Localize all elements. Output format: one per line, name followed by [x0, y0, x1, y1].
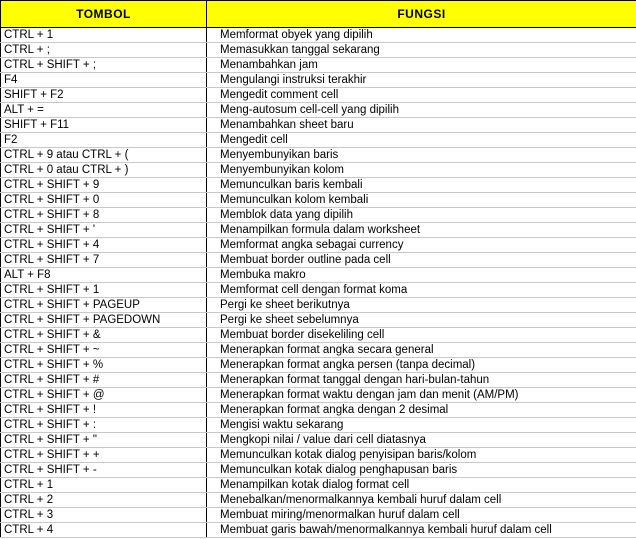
shortcut-key-cell: CTRL + 1	[1, 28, 207, 43]
shortcut-function-cell: Membuat miring/menormalkan huruf dalam cell	[207, 508, 636, 523]
shortcut-key-cell: CTRL + 2	[1, 493, 207, 508]
shortcut-function-cell: Mengulangi instruksi terakhir	[207, 73, 636, 88]
table-row	[1, 253, 636, 268]
shortcut-key-cell: F2	[1, 133, 207, 148]
shortcut-key-cell: CTRL + SHIFT + "	[1, 433, 207, 448]
shortcut-function-cell: Menyembunyikan kolom	[207, 163, 636, 178]
table-row	[1, 58, 636, 73]
shortcut-function-cell: Mengedit cell	[207, 133, 636, 148]
shortcut-function-cell: Menyembunyikan baris	[207, 148, 636, 163]
shortcut-key-cell: CTRL + SHIFT + '	[1, 223, 207, 238]
table-row	[1, 118, 636, 133]
shortcut-function-cell: Memblok data yang dipilih	[207, 208, 636, 223]
shortcut-function-cell: Memformat obyek yang dipilih	[207, 28, 636, 43]
shortcut-key-cell: ALT + =	[1, 103, 207, 118]
table-row	[1, 148, 636, 163]
shortcut-function-cell: Mengkopi nilai / value dari cell diatasnya	[207, 433, 636, 448]
shortcut-key-cell: CTRL + SHIFT + 8	[1, 208, 207, 223]
shortcut-key-cell: CTRL + 0 atau CTRL + )	[1, 163, 207, 178]
shortcut-key-cell: CTRL + SHIFT + &	[1, 328, 207, 343]
shortcut-key-cell: CTRL + SHIFT + @	[1, 388, 207, 403]
shortcut-function-cell: Memunculkan kotak dialog penyisipan baris/kolom	[207, 448, 636, 463]
shortcut-function-cell: Pergi ke sheet sebelumnya	[207, 313, 636, 328]
table-row	[1, 523, 636, 538]
shortcut-key-cell: CTRL + SHIFT + PAGEUP	[1, 298, 207, 313]
shortcut-key-cell: CTRL + 9 atau CTRL + (	[1, 148, 207, 163]
shortcut-function-cell: Menerapkan format waktu dengan jam dan menit (AM/PM)	[207, 388, 636, 403]
shortcut-function-cell: Memunculkan kolom kembali	[207, 193, 636, 208]
shortcut-function-cell: Menerapkan format angka secara general	[207, 343, 636, 358]
table-body	[1, 28, 636, 538]
shortcut-key-cell: CTRL + SHIFT + %	[1, 358, 207, 373]
table-row	[1, 193, 636, 208]
table-row	[1, 313, 636, 328]
shortcut-function-cell: Menampilkan formula dalam worksheet	[207, 223, 636, 238]
shortcut-key-cell: SHIFT + F2	[1, 88, 207, 103]
table-row	[1, 133, 636, 148]
shortcut-function-cell: Menerapkan format tanggal dengan hari-bulan-tahun	[207, 373, 636, 388]
shortcut-function-cell: Memunculkan baris kembali	[207, 178, 636, 193]
table-row	[1, 283, 636, 298]
shortcut-key-cell: CTRL + 4	[1, 523, 207, 538]
shortcut-key-cell: CTRL + SHIFT + ;	[1, 58, 207, 73]
shortcut-key-cell: CTRL + ;	[1, 43, 207, 58]
shortcut-function-cell: Membuat border outline pada cell	[207, 253, 636, 268]
shortcut-function-cell: Mengedit comment cell	[207, 88, 636, 103]
shortcut-key-cell: ALT + F8	[1, 268, 207, 283]
shortcut-function-cell: Memasukkan tanggal sekarang	[207, 43, 636, 58]
shortcut-key-cell: CTRL + 3	[1, 508, 207, 523]
table-row	[1, 328, 636, 343]
shortcut-key-cell: CTRL + SHIFT + :	[1, 418, 207, 433]
shortcut-function-cell: Memunculkan kotak dialog penghapusan baris	[207, 463, 636, 478]
shortcut-function-cell: Menerapkan format angka dengan 2 desimal	[207, 403, 636, 418]
table-row	[1, 163, 636, 178]
table-row	[1, 358, 636, 373]
shortcut-function-cell: Menampilkan kotak dialog format cell	[207, 478, 636, 493]
shortcut-key-cell: CTRL + SHIFT + !	[1, 403, 207, 418]
header-fungsi: FUNGSI	[207, 1, 636, 28]
table-row	[1, 88, 636, 103]
shortcut-function-cell: Membuka makro	[207, 268, 636, 283]
shortcut-key-cell: CTRL + SHIFT + ~	[1, 343, 207, 358]
shortcut-key-cell: CTRL + SHIFT + #	[1, 373, 207, 388]
shortcut-function-cell: Membuat garis bawah/menormalkannya kembali huruf dalam cell	[207, 523, 636, 538]
shortcut-key-cell: CTRL + SHIFT + +	[1, 448, 207, 463]
table-row	[1, 343, 636, 358]
table-row	[1, 73, 636, 88]
shortcut-function-cell: Meng-autosum cell-cell yang dipilih	[207, 103, 636, 118]
table-row	[1, 28, 636, 43]
shortcut-key-cell: CTRL + SHIFT + 4	[1, 238, 207, 253]
table-row	[1, 223, 636, 238]
shortcut-key-cell: CTRL + SHIFT + 0	[1, 193, 207, 208]
table-row	[1, 298, 636, 313]
shortcut-key-cell: CTRL + SHIFT + PAGEDOWN	[1, 313, 207, 328]
table-row	[1, 463, 636, 478]
shortcut-key-cell: CTRL + SHIFT + 1	[1, 283, 207, 298]
shortcut-key-cell: CTRL + SHIFT + 7	[1, 253, 207, 268]
shortcut-key-cell: F4	[1, 73, 207, 88]
shortcut-function-cell: Mengisi waktu sekarang	[207, 418, 636, 433]
shortcut-function-cell: Menambahkan sheet baru	[207, 118, 636, 133]
shortcut-function-cell: Menambahkan jam	[207, 58, 636, 73]
shortcut-function-cell: Membuat border disekeliling cell	[207, 328, 636, 343]
table-row	[1, 418, 636, 433]
table-row	[1, 508, 636, 523]
shortcut-key-cell: SHIFT + F11	[1, 118, 207, 133]
table-header-row	[1, 1, 636, 28]
shortcut-function-cell: Menebalkan/menormalkannya kembali huruf dalam cell	[207, 493, 636, 508]
table-row	[1, 178, 636, 193]
table-row	[1, 103, 636, 118]
shortcut-function-cell: Menerapkan format angka persen (tanpa decimal)	[207, 358, 636, 373]
table-row	[1, 478, 636, 493]
table-row	[1, 373, 636, 388]
table-row	[1, 448, 636, 463]
table-row	[1, 493, 636, 508]
table-row	[1, 388, 636, 403]
shortcut-key-cell: CTRL + 1	[1, 478, 207, 493]
table-row	[1, 433, 636, 448]
table-row	[1, 208, 636, 223]
shortcut-function-cell: Memformat cell dengan format koma	[207, 283, 636, 298]
table-row	[1, 238, 636, 253]
shortcut-key-cell: CTRL + SHIFT + 9	[1, 178, 207, 193]
shortcut-function-cell: Pergi ke sheet berikutnya	[207, 298, 636, 313]
table-row	[1, 43, 636, 58]
shortcut-function-cell: Memformat angka sebagai currency	[207, 238, 636, 253]
table-row	[1, 403, 636, 418]
shortcut-key-cell: CTRL + SHIFT + -	[1, 463, 207, 478]
table-row	[1, 268, 636, 283]
header-tombol: TOMBOL	[1, 1, 207, 28]
